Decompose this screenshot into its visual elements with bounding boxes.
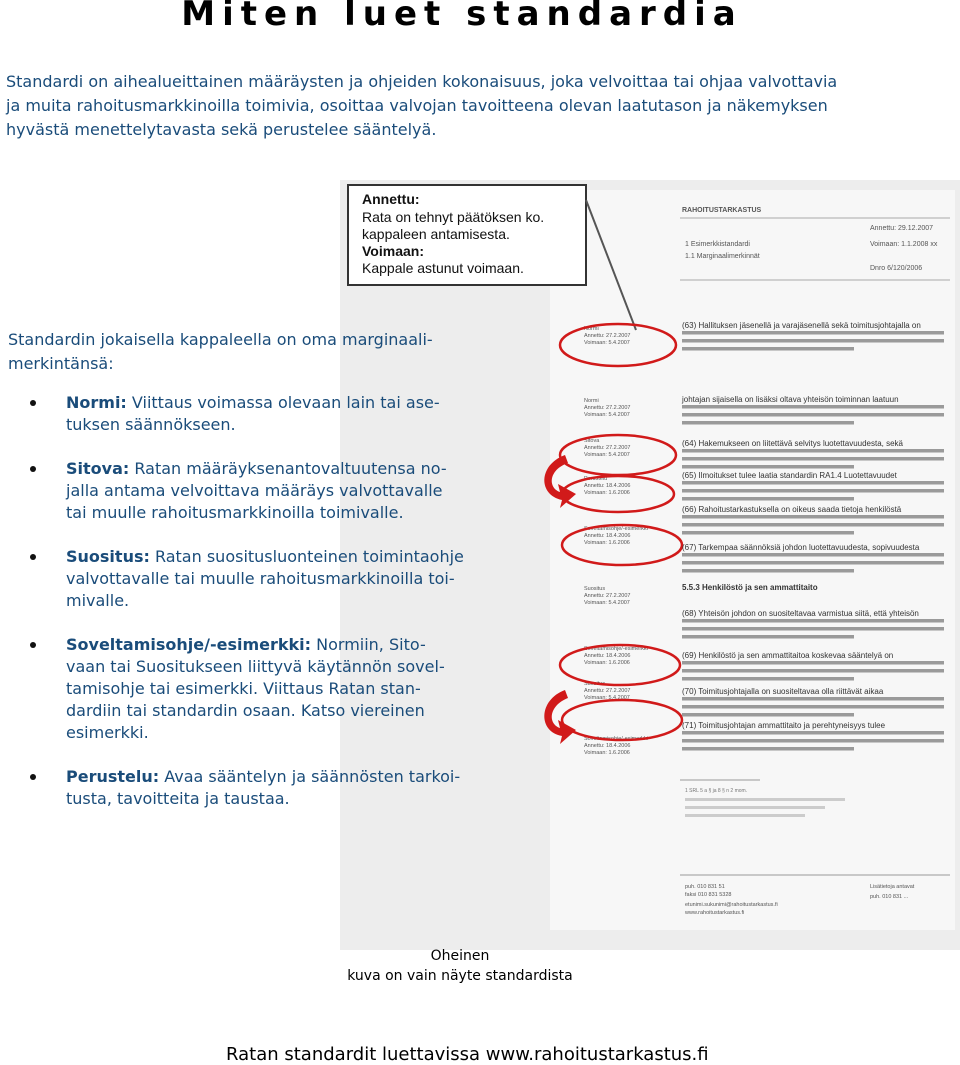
list-item [8, 546, 528, 612]
margin-note-text: Annettu: 27.2.2007 [584, 445, 631, 451]
bullet-text: jalla antama velvoittava määräys valvottavalle [66, 481, 443, 500]
margin-note-text: Annettu: 18.4.2006 [584, 653, 631, 659]
doc-header-page: Dnro 6/120/2006 [870, 265, 923, 272]
caption-line: Oheinen [430, 948, 490, 964]
doc-text-line [682, 677, 854, 681]
doc-paragraph-line: (69) Henkilöstö ja sen ammattitaitoa koskevaa sääntelyä on [682, 651, 894, 660]
doc-text-line [682, 561, 944, 565]
zoom-annettu-text: Rata on tehnyt päätöksen ko. [362, 209, 545, 225]
doc-paragraph-line: johtajan sijaisella on lisäksi oltava yhteisön toiminnan laatuun [682, 395, 899, 404]
margin-note-text: Perustelu [584, 476, 608, 482]
bullet-list [8, 392, 528, 832]
margin-note-text: Voimaan: 1.6.2006 [584, 540, 630, 546]
bullet-icon [30, 466, 36, 472]
bullet-term: Soveltamisohje/-esimerkki: [66, 635, 312, 654]
bullet-text: dardiin tai standardin osaan. Katso viereinen [66, 701, 425, 720]
doc-paragraph-line: (70) Toimitusjohtajalla on suositeltavaa olla riittävät aikaa [682, 687, 884, 696]
doc-text-line [682, 553, 944, 557]
doc-footnotes: 1 SRL 5 a § ja 8 § n 2 mom. [685, 788, 748, 794]
margin-note-text: Voimaan: 5.4.2007 [584, 340, 630, 346]
doc-text-line [682, 449, 944, 453]
bullet-icon [30, 774, 36, 780]
doc-text-line [682, 627, 944, 631]
list-item [8, 634, 528, 744]
list-item [8, 392, 528, 436]
zoom-annettu-label: Annettu: [362, 191, 420, 207]
bullet-text: tai muulle rahoitusmarkkinoilla toimivalle. [66, 503, 404, 522]
bullet-term: Suositus: [66, 547, 150, 566]
doc-footer-fax: faksi 010 831 5328 [685, 892, 732, 898]
doc-text-line [682, 635, 854, 639]
margin-note-text: Annettu: 27.2.2007 [584, 405, 631, 411]
list-item [8, 766, 528, 810]
bullet-text: vaan tai Suositukseen liittyvä käytännön sovel- [66, 657, 445, 676]
margin-note-text: Sitova [584, 438, 600, 444]
doc-header-item: 1.1 Marginaalimerkinnät [685, 253, 760, 260]
bullet-text: esimerkki. [66, 723, 149, 742]
margin-note-text: Suositus [584, 586, 606, 592]
intro-line: ja muita rahoitusmarkkinoilla toimivia, osoittaa valvojan tavoitteena olevan laatutason ja näkemyksen [6, 96, 828, 115]
doc-footer-email: etunimi.sukunimi@rahoitustarkastus.fi [685, 902, 778, 908]
bullet-term: Normi: [66, 393, 127, 412]
doc-text-line [682, 347, 854, 351]
doc-header-voimaan: Voimaan: 1.1.2008 xx [870, 241, 938, 248]
margin-note-text: Normi [584, 326, 599, 332]
doc-header-annettu: Annettu: 29.12.2007 [870, 225, 934, 232]
doc-text-line [682, 739, 944, 743]
doc-text-line [682, 731, 944, 735]
zoom-annettu-text: kappaleen antamisesta. [362, 226, 510, 242]
doc-text-line [682, 661, 944, 665]
bullet-icon [30, 642, 36, 648]
page-footer: Ratan standardit luettavissa www.rahoitustarkastus.fi [226, 1044, 709, 1065]
doc-text-line [682, 515, 944, 519]
margin-note-text: Soveltamisohje/-esimerkki [584, 646, 648, 652]
doc-paragraph-line: (68) Yhteisön johdon on suositeltavaa varmistua siitä, että yhteisön [682, 609, 919, 618]
doc-paragraph-line: 5.5.3 Henkilöstö ja sen ammattitaito [682, 583, 818, 592]
margin-note-text: Voimaan: 1.6.2006 [584, 490, 630, 496]
doc-footer-contact-phone: puh. 010 831 ... [870, 894, 909, 900]
doc-paragraph-line: (65) Ilmoitukset tulee laatia standardin RA1.4 Luotettavuudet [682, 471, 897, 480]
margin-note-text: Annettu: 27.2.2007 [584, 688, 631, 694]
margin-note-text: Annettu: 27.2.2007 [584, 593, 631, 599]
margin-note-text: Annettu: 18.4.2006 [584, 483, 631, 489]
intro-line: hyvästä menettelytavasta sekä perustelee sääntelyä. [6, 120, 437, 139]
bullet-text: Normiin, Sito- [311, 635, 426, 654]
page-title: Miten luet standardia [181, 0, 743, 34]
doc-text-line [682, 405, 944, 409]
margin-note-text: Soveltamisohje/-esimerkki [584, 526, 648, 532]
margin-note-text: Voimaan: 5.4.2007 [584, 600, 630, 606]
bullet-text: Viittaus voimassa olevaan lain tai ase- [126, 393, 440, 412]
doc-text-line [682, 713, 854, 717]
margin-note-text: Annettu: 27.2.2007 [584, 333, 631, 339]
doc-text-line [682, 331, 944, 335]
margin-note-text: Voimaan: 5.4.2007 [584, 412, 630, 418]
doc-text-line [682, 497, 854, 501]
bullet-text: Ratan suositusluonteinen toimintaohje [149, 547, 464, 566]
doc-footer-web: www.rahoitustarkastus.fi [685, 910, 745, 916]
bullet-text: Avaa sääntelyn ja säännösten tarkoi- [159, 767, 461, 786]
bullet-text: tusta, tavoitteita ja taustaa. [66, 789, 290, 808]
doc-text-line [682, 465, 854, 469]
bullet-icon [30, 400, 36, 406]
bullet-term: Sitova: [66, 459, 130, 478]
margin-note-text: Voimaan: 1.6.2006 [584, 660, 630, 666]
zoom-voimaan-text: Kappale astunut voimaan. [362, 260, 524, 276]
bullet-icon [30, 554, 36, 560]
margin-note-text: Suositus [584, 681, 606, 687]
doc-text-line [682, 669, 944, 673]
doc-text-line [682, 569, 854, 573]
doc-paragraph-line: (71) Toimitusjohtajan ammattitaito ja perehtyneisyys tulee [682, 721, 886, 730]
margin-note-text: Voimaan: 5.4.2007 [584, 452, 630, 458]
lead-paragraph [8, 328, 508, 376]
bullet-text: valvottavalle tai muulle rahoitusmarkkinoilla toi- [66, 569, 455, 588]
doc-text-line [682, 413, 944, 417]
doc-text-line [682, 531, 854, 535]
zoom-voimaan-label: Voimaan: [362, 243, 424, 259]
doc-text-line [682, 457, 944, 461]
margin-note-text: Annettu: 18.4.2006 [584, 743, 631, 749]
doc-text-line [682, 705, 944, 709]
doc-text-line [682, 523, 944, 527]
intro-line: Standardi on aihealueittainen määräysten ja ohjeiden kokonaisuus, joka velvoittaa tai ohjaa valvottavia [6, 72, 838, 91]
caption-line: kuva on vain näyte standardista [347, 968, 573, 984]
doc-text-line [682, 421, 854, 425]
doc-org-label: RAHOITUSTARKASTUS [682, 207, 762, 214]
doc-paragraph-line: (63) Hallituksen jäsenellä ja varajäsenellä sekä toimitusjohtajalla on [682, 321, 921, 330]
doc-footer-contact: Lisätietoja antavat [870, 884, 915, 890]
doc-paragraph-line: (67) Tarkempaa säännöksiä johdon luotettavuudesta, sopivuudesta [682, 543, 920, 552]
margin-note-text: Annettu: 18.4.2006 [584, 533, 631, 539]
doc-paragraph-line: (64) Hakemukseen on liitettävä selvitys luotettavuudesta, sekä [682, 439, 904, 448]
margin-note-text: Voimaan: 5.4.2007 [584, 695, 630, 701]
margin-note-text: Normi [584, 398, 599, 404]
doc-text-line [682, 619, 944, 623]
lead-line: Standardin jokaisella kappaleella on oma marginaali- [8, 330, 433, 349]
doc-footer-phone: puh. 010 831 51 [685, 884, 725, 890]
bullet-text: tamisohje tai esimerkki. Viittaus Ratan stan- [66, 679, 421, 698]
doc-paragraph-line: (66) Rahoitustarkastuksella on oikeus saada tietoja henkilöstä [682, 505, 902, 514]
bullet-text: tuksen säännökseen. [66, 415, 236, 434]
doc-text-line [682, 697, 944, 701]
list-item [8, 458, 528, 524]
doc-header-item: 1 Esimerkkistandardi [685, 241, 750, 248]
doc-text-line [682, 747, 854, 751]
bullet-term: Perustelu: [66, 767, 160, 786]
bullet-text: mivalle. [66, 591, 130, 610]
bullet-text: Ratan määräyksenantovaltuutensa no- [129, 459, 447, 478]
doc-text-line [682, 481, 944, 485]
intro-paragraph [6, 70, 946, 142]
margin-note-text: Voimaan: 1.6.2006 [584, 750, 630, 756]
doc-text-line [682, 489, 944, 493]
image-caption [300, 946, 620, 986]
margin-note-text: Soveltamisohje/-esimerkki [584, 736, 648, 742]
lead-line: merkintänsä: [8, 354, 114, 373]
doc-text-line [682, 339, 944, 343]
